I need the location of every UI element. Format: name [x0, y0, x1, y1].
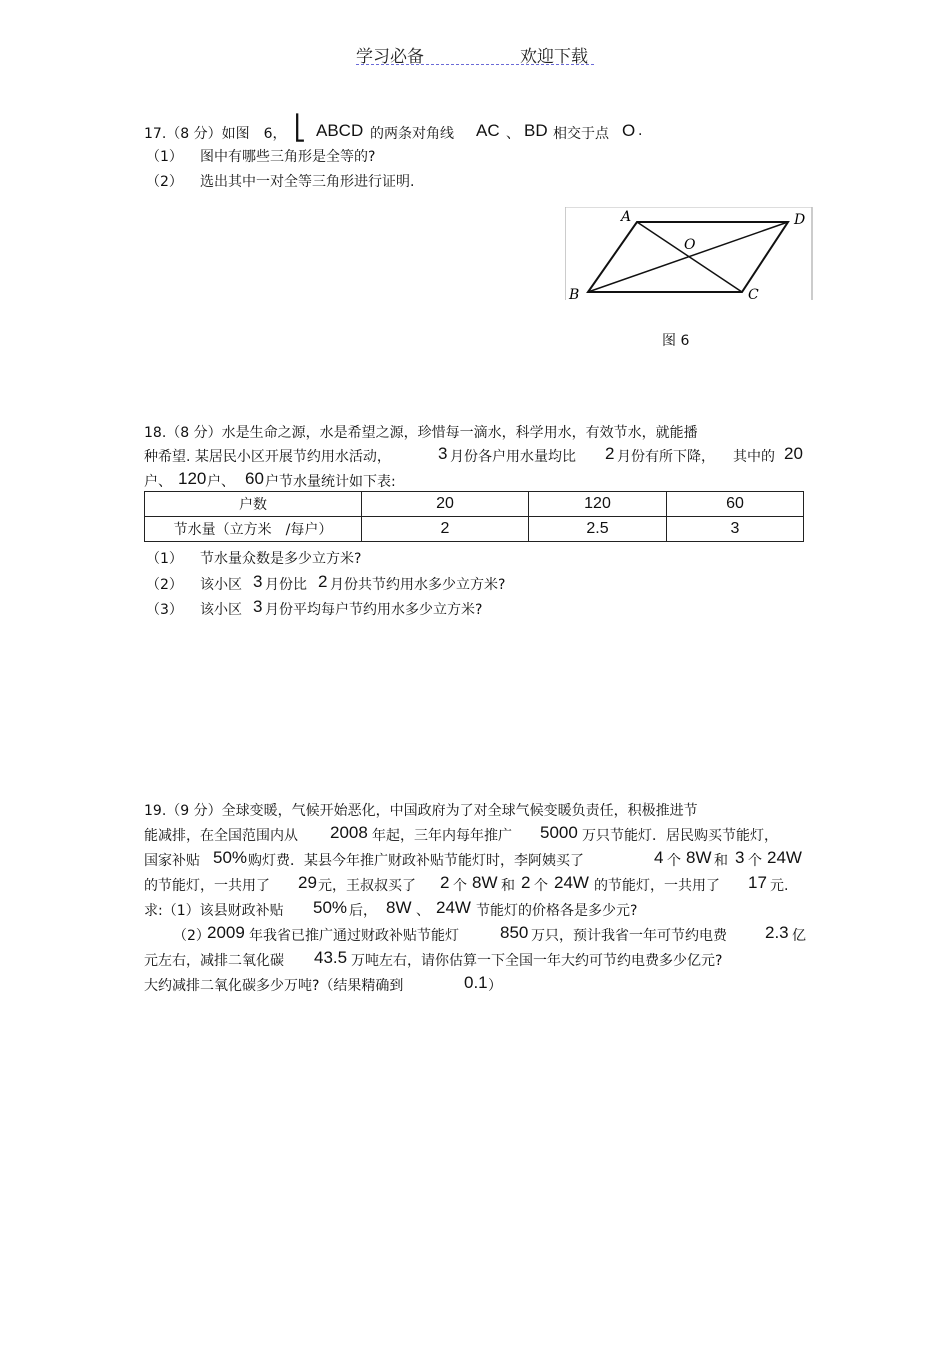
header-divider	[356, 64, 594, 65]
q19-num-2: 2	[440, 873, 450, 892]
q17-sub2: 选出其中一对全等三角形进行证明.	[200, 174, 415, 190]
q19-num-50pct: 50%	[313, 898, 348, 917]
q18-sub2a: 该小区	[200, 577, 242, 593]
q19-8w: 8W	[386, 898, 412, 917]
q19-line7a: 元左右，减排二氧化碳	[144, 953, 284, 969]
q19-line5a: 求:（1）该县财政补贴	[144, 903, 284, 919]
q19-line3c: 购灯费．某县今年推广财政补贴节能灯时，李阿姨买了	[248, 853, 584, 869]
q19-line4k: 的节能灯，一共用了	[594, 878, 720, 894]
q19-line8a: 大约减排二氧化碳多少万吨?（结果精确到	[144, 978, 404, 994]
q19-8w: 8W	[686, 848, 712, 867]
table-cell: 120	[529, 492, 667, 517]
q18-line2a: 种希望. 某居民小区开展节约用水活动，	[144, 449, 391, 465]
q19-line4c: 元，王叔叔买了	[318, 878, 416, 894]
label-d: D	[794, 212, 806, 228]
table-cell: 2	[362, 517, 529, 542]
q19-num-0-1: 0.1	[464, 973, 488, 992]
q17-sub1-number: （1）	[146, 149, 183, 165]
q17-ac: AC	[476, 121, 500, 140]
water-saving-table	[144, 491, 804, 542]
q19-line5g: 节能灯的价格各是多少元?	[476, 903, 638, 919]
q19-num-2009: 2009	[207, 923, 245, 942]
q19-line3a: 国家补贴	[144, 853, 200, 869]
q19-num-2-3: 2.3	[765, 923, 789, 942]
q18-line2c: 月份各户用水量均比	[450, 449, 576, 465]
q19-line6e: 万只，预计我省一年可节约电费	[531, 928, 727, 944]
q18-line2e: 月份有所下降，	[617, 449, 715, 465]
q17-sep: 、	[506, 126, 520, 142]
header-left: 学习必备	[356, 47, 424, 67]
q19-text: 、	[416, 903, 430, 919]
q17-bd: BD	[524, 121, 548, 140]
q18-sub1-number: （1）	[146, 551, 183, 567]
q18-sub3c: 月份平均每户节约用水多少立方米?	[265, 602, 483, 618]
q17-text: 的两条对角线	[370, 126, 454, 142]
q19-text: 个	[453, 878, 467, 894]
q18-sub3a: 该小区	[200, 602, 242, 618]
table-header-households: 户数	[145, 492, 362, 517]
q18-line3e: 户节水量统计如下表:	[265, 474, 396, 490]
q19-line8c: ）	[488, 978, 502, 994]
table-cell: 2.5	[529, 517, 667, 542]
q19-8w: 8W	[472, 873, 498, 892]
q19-24w: 24W	[554, 873, 589, 892]
q19-text: 个	[748, 853, 762, 869]
q18-sub3-num-3: 3	[253, 597, 263, 616]
q19-line4m: 元.	[770, 878, 789, 894]
q19-line6a: （2）	[173, 928, 210, 944]
q18-sub1: 节水量众数是多少立方米?	[200, 551, 362, 567]
q19-24w: 24W	[767, 848, 802, 867]
diagonal-bd	[588, 222, 788, 292]
label-b: B	[569, 287, 580, 303]
parallelogram-diagram	[565, 207, 813, 303]
q19-num-29: 29	[298, 873, 317, 892]
q19-num-17: 17	[748, 873, 767, 892]
table-header-savings: 节水量（立方米 /每户）	[145, 517, 362, 542]
q18-sub2-number: （2）	[146, 577, 183, 593]
table-row	[145, 517, 804, 542]
q19-24w: 24W	[436, 898, 471, 917]
label-a: A	[621, 209, 632, 225]
label-c: C	[748, 287, 759, 303]
q19-line2c: 年起，三年内每年推广	[372, 828, 512, 844]
q19-text: 个	[667, 853, 681, 869]
q19-line6c: 年我省已推广通过财政补贴节能灯	[249, 928, 459, 944]
q18-line3a: 户、	[144, 474, 172, 490]
q19-line7c: 万吨左右，请你估算一下全国一年大约可节约电费多少亿元?	[351, 953, 723, 969]
table-cell: 60	[667, 492, 804, 517]
figure-caption: 图 6	[662, 333, 690, 349]
q17-text2: 相交于点	[553, 126, 609, 142]
q18-line3c: 户、	[207, 474, 235, 490]
q19-num-50pct: 50%	[213, 848, 248, 867]
q19-num-4: 4	[654, 848, 664, 867]
q17-sub2-number: （2）	[146, 174, 183, 190]
q18-line2f: 其中的	[733, 449, 775, 465]
q18-sub2-num-3: 3	[253, 572, 263, 591]
q18-sub3-number: （3）	[146, 602, 183, 618]
q19-text: 和	[714, 853, 728, 869]
q17-abcd: ABCD	[316, 121, 364, 140]
q19-num-5000: 5000	[540, 823, 578, 842]
q19-num-43-5: 43.5	[314, 948, 348, 967]
q18-num-120: 120	[178, 469, 207, 488]
figure-6	[565, 207, 813, 303]
q18-line1: 18.（8 分）水是生命之源，水是希望之源，珍惜每一滴水，科学用水，有效节水，就能播	[144, 425, 698, 441]
parallelogram-symbol: ⎣	[294, 114, 306, 142]
q18-num-3: 3	[438, 444, 448, 463]
header-right: 欢迎下载	[520, 47, 588, 67]
q19-line1: 19.（9 分）全球变暖，气候开始恶化，中国政府为了对全球气候变暖负责任，积极推进节	[144, 803, 698, 819]
q19-text: 个	[534, 878, 548, 894]
q18-num-2: 2	[605, 444, 615, 463]
q18-sub2-num-2: 2	[318, 572, 328, 591]
q17-sub1: 图中有哪些三角形是全等的?	[200, 149, 376, 165]
table-row	[145, 492, 804, 517]
q19-num-2008: 2008	[330, 823, 368, 842]
q17-o: O	[622, 121, 636, 140]
q19-num-850: 850	[500, 923, 529, 942]
q19-line6g: 亿	[792, 928, 806, 944]
table-cell: 20	[362, 492, 529, 517]
q17-period: .	[638, 123, 643, 139]
q19-line2a: 能减排，在全国范围内从	[144, 828, 298, 844]
q18-num-20: 20	[784, 444, 803, 463]
q17-intro: 17.（8 分）如图 6，	[144, 126, 287, 142]
table-cell: 3	[667, 517, 804, 542]
q19-line4a: 的节能灯，一共用了	[144, 878, 270, 894]
q19-num-3: 3	[735, 848, 745, 867]
q18-sub2c: 月份比	[265, 577, 307, 593]
q19-text: 和	[501, 878, 515, 894]
label-o: O	[684, 237, 696, 253]
q19-num-2: 2	[521, 873, 531, 892]
q19-text: 后，	[349, 903, 377, 919]
q18-sub2e: 月份共节约用水多少立方米?	[330, 577, 506, 593]
q18-num-60: 60	[245, 469, 264, 488]
q19-line2e: 万只节能灯．居民购买节能灯，	[582, 828, 778, 844]
